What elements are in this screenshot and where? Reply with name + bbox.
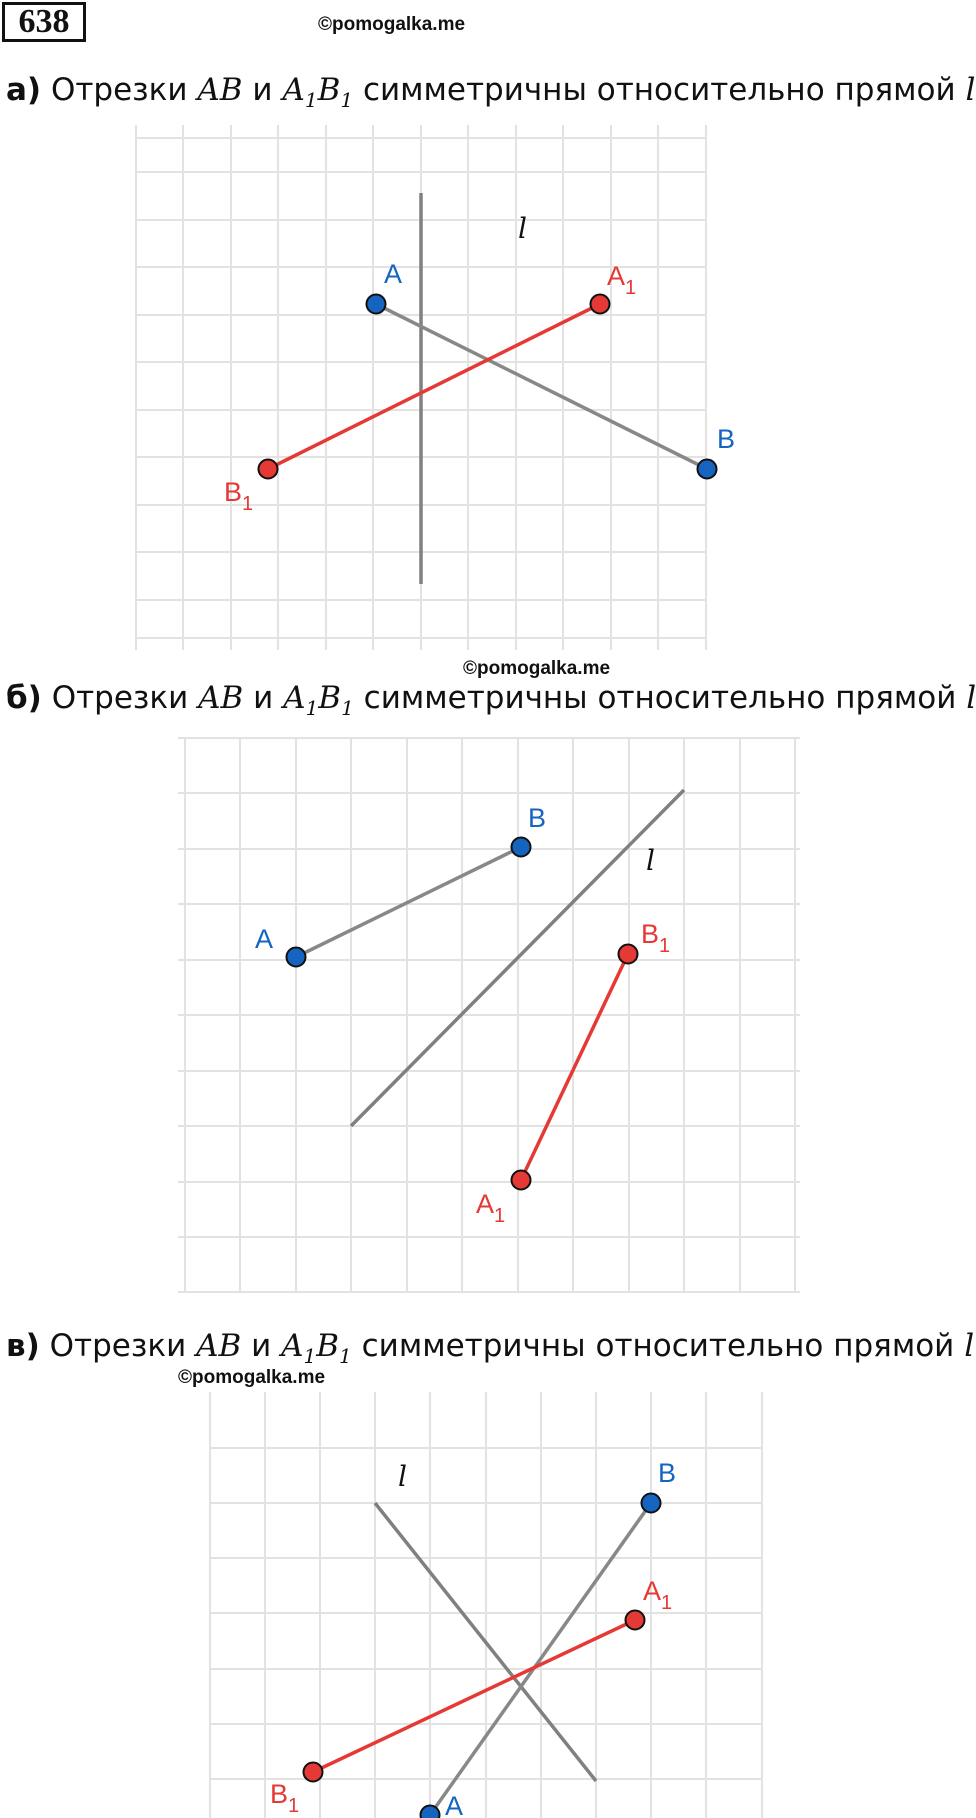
point-a: [421, 1806, 440, 1818]
segment-a1b1: $A_1B_1$: [283, 680, 354, 721]
heading-text: Отрезки: [49, 1328, 187, 1364]
label-a1: $A_1$: [476, 1189, 506, 1227]
label-l: l: [398, 1460, 407, 1493]
section-letter: в): [6, 1328, 40, 1364]
conjunction: и: [252, 72, 273, 108]
heading-text: Отрезки: [50, 72, 188, 108]
label-a: A: [255, 924, 274, 954]
heading-text-after: симметричны относительно прямой: [361, 1328, 955, 1364]
heading-text-after: симметричны относительно прямой: [362, 72, 956, 108]
section-letter: б): [6, 680, 42, 716]
section-letter: а): [6, 72, 42, 108]
label-b: B: [658, 1458, 677, 1488]
label-b1: $B_1$: [641, 919, 671, 957]
line-name: l: [965, 72, 976, 108]
segment-a1b1: [313, 1620, 635, 1772]
line-name: l: [964, 1328, 975, 1364]
label-l: l: [518, 212, 527, 245]
segment-a1b1: $A_1B_1$: [282, 72, 354, 113]
segment-ab: AB: [196, 1328, 242, 1364]
label-a1: $A_1$: [643, 1576, 673, 1614]
conjunction: и: [253, 680, 274, 716]
label-b1: $B_1$: [224, 477, 254, 515]
point-a1: [626, 1611, 645, 1630]
point-b: [642, 1494, 661, 1513]
grid-c: [210, 1392, 762, 1818]
label-a: A: [384, 259, 403, 289]
label-l: l: [646, 844, 655, 877]
label-b: B: [528, 803, 547, 833]
segment-ab: AB: [198, 680, 244, 716]
label-b: B: [717, 424, 736, 454]
label-a1: $A_1$: [607, 261, 637, 299]
segment-a1b1: $A_1B_1$: [281, 1328, 352, 1369]
watermark: ©pomogalka.me: [318, 14, 466, 35]
watermark: ©pomogalka.me: [178, 1367, 326, 1388]
conjunction: и: [251, 1328, 272, 1364]
label-b1: $B_1$: [270, 1779, 300, 1817]
point-b1: [304, 1763, 323, 1782]
heading-text-after: симметричны относительно прямой: [363, 680, 957, 716]
watermark: ©pomogalka.me: [463, 658, 611, 679]
problem-number: 638: [2, 2, 86, 42]
heading-text: Отрезки: [51, 680, 189, 716]
segment-ab: AB: [197, 72, 243, 108]
line-name: l: [966, 680, 976, 716]
label-a: A: [445, 1791, 464, 1818]
